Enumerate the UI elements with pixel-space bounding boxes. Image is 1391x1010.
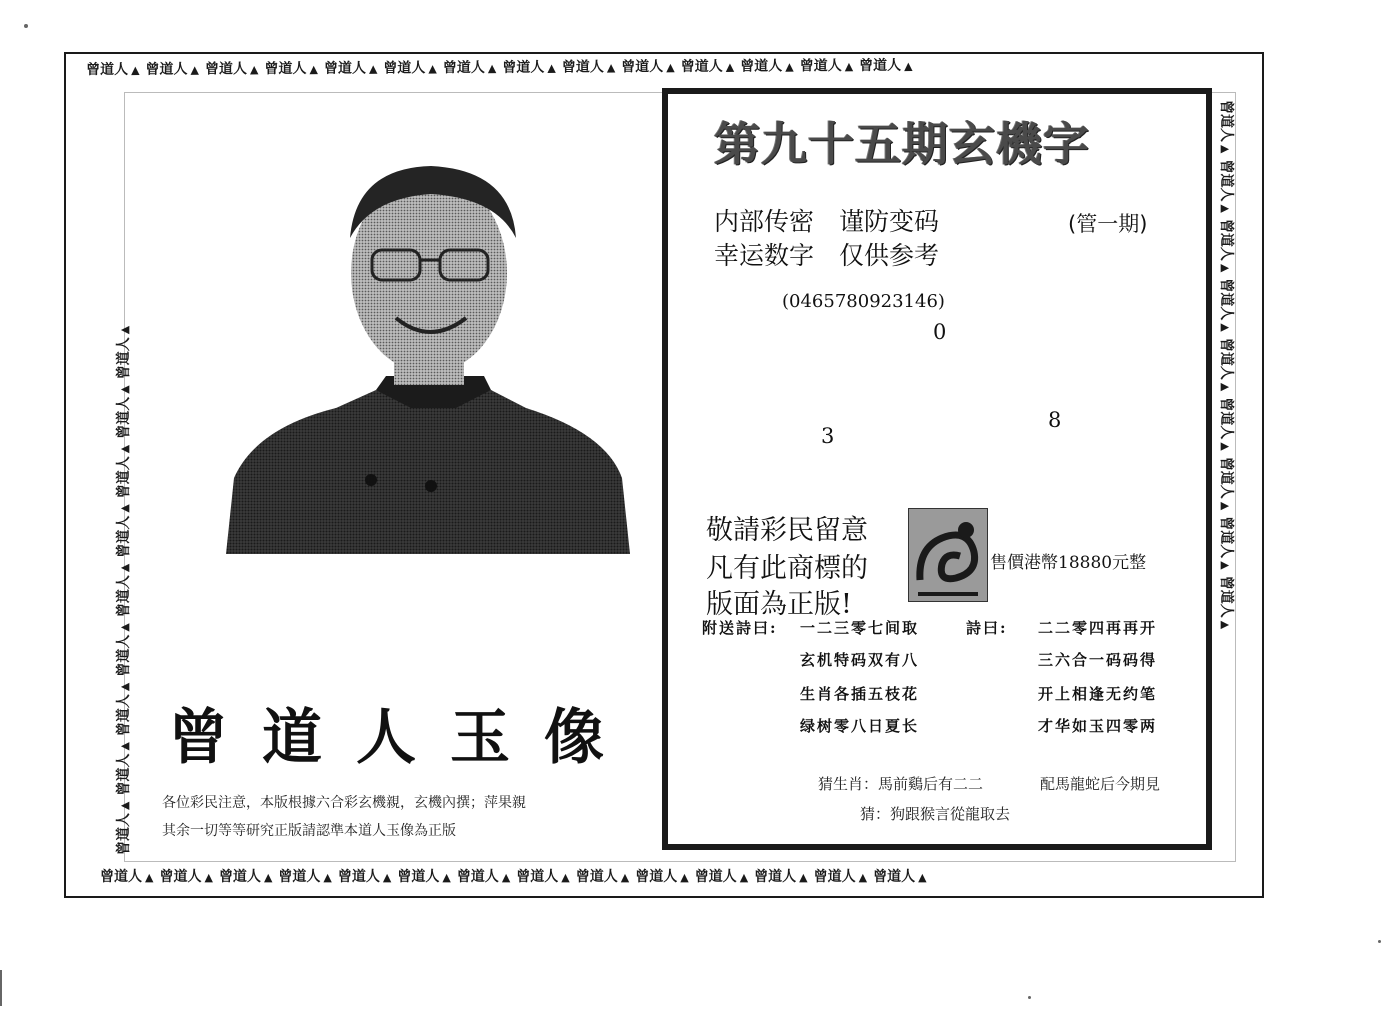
border-label: 曾道人 bbox=[204, 61, 248, 78]
statue-title: 曾道人玉像 bbox=[168, 703, 638, 773]
border-label: 曾道人 bbox=[1218, 337, 1234, 380]
border-label: 曾道人 bbox=[1218, 575, 1234, 618]
border-label: 曾道人 bbox=[1218, 100, 1234, 142]
triangle-icon: ▲ bbox=[263, 871, 273, 884]
triangle-icon: ▲ bbox=[323, 871, 332, 884]
border-label: 曾道人 bbox=[799, 58, 842, 75]
triangle-icon: ▲ bbox=[249, 63, 259, 77]
lucky-digit-3: 3 bbox=[821, 424, 835, 448]
border-label: 曾道人 bbox=[813, 869, 856, 885]
period-label: (管一期) bbox=[1068, 212, 1148, 236]
zodiac-hint-left: 猜生肖：馬前鷄后有二二 bbox=[818, 775, 984, 793]
triangle-icon: ▲ bbox=[1219, 204, 1232, 213]
triangle-icon: ▲ bbox=[904, 59, 913, 73]
brand-notice-line-3: 版面為正版! bbox=[706, 589, 852, 620]
poem-intro-left: 附送詩曰: bbox=[702, 619, 778, 637]
code-string: (0465780923146) bbox=[782, 291, 945, 312]
triangle-icon: ▲ bbox=[918, 871, 927, 884]
border-label: 曾道人 bbox=[218, 869, 261, 885]
poem-left-line: 生肖各插五枝花 bbox=[800, 685, 920, 703]
border-label: 曾道人 bbox=[397, 869, 440, 885]
triangle-icon: ▲ bbox=[118, 623, 131, 632]
portrait-image bbox=[226, 158, 630, 554]
border-label: 曾道人 bbox=[516, 869, 559, 885]
triangle-icon: ▲ bbox=[204, 871, 213, 884]
triangle-icon: ▲ bbox=[1219, 620, 1232, 630]
triangle-icon: ▲ bbox=[1219, 501, 1232, 511]
poem-left-line: 一二三零七间取 bbox=[800, 619, 920, 637]
border-label: 曾道人 bbox=[116, 396, 132, 439]
price-label: 售價港幣18880元整 bbox=[990, 553, 1147, 573]
poem-right-line: 二二零四再再开 bbox=[1038, 619, 1158, 637]
triangle-icon: ▲ bbox=[547, 61, 556, 75]
border-label: 曾道人 bbox=[1218, 397, 1234, 440]
brand-notice-line-1: 敬請彩民留意 bbox=[706, 515, 868, 546]
triangle-icon: ▲ bbox=[118, 742, 131, 751]
scan-speck bbox=[24, 24, 28, 28]
triangle-icon: ▲ bbox=[725, 60, 735, 74]
poem-left-line: 玄机特码双有八 bbox=[800, 651, 920, 669]
border-label: 曾道人 bbox=[502, 59, 545, 76]
triangle-icon: ▲ bbox=[1219, 561, 1232, 570]
triangle-icon: ▲ bbox=[1219, 145, 1232, 154]
triangle-icon: ▲ bbox=[1219, 323, 1232, 332]
poem-intro-right: 詩曰: bbox=[966, 619, 1008, 637]
zodiac-hint-2: 猜：狗跟猴言從龍取去 bbox=[860, 805, 1011, 823]
scan-edge-mark bbox=[0, 970, 2, 1006]
notice-line-2: 其余一切等等研究正版請認準本道人玉像為正版 bbox=[162, 823, 456, 839]
border-label: 曾道人 bbox=[575, 869, 618, 885]
border-label: 曾道人 bbox=[116, 515, 132, 558]
triangle-icon: ▲ bbox=[368, 62, 378, 76]
triangle-icon: ▲ bbox=[799, 871, 808, 884]
border-label: 曾道人 bbox=[383, 60, 426, 77]
border-label: 曾道人 bbox=[116, 456, 132, 499]
triangle-icon: ▲ bbox=[118, 325, 131, 335]
border-label: 曾道人 bbox=[694, 869, 737, 885]
border-label: 曾道人 bbox=[680, 58, 723, 75]
border-label: 曾道人 bbox=[873, 869, 916, 885]
triangle-icon: ▲ bbox=[118, 563, 131, 573]
triangle-icon: ▲ bbox=[190, 63, 200, 77]
border-label: 曾道人 bbox=[86, 61, 129, 78]
border-label: 曾道人 bbox=[116, 337, 132, 380]
triangle-icon: ▲ bbox=[428, 62, 437, 76]
triangle-icon: ▲ bbox=[620, 871, 630, 884]
triangle-icon: ▲ bbox=[1219, 263, 1232, 273]
triangle-icon: ▲ bbox=[118, 801, 131, 810]
border-band-left bbox=[113, 95, 133, 855]
border-label: 曾道人 bbox=[1218, 516, 1234, 559]
border-label: 曾道人 bbox=[1218, 456, 1234, 499]
dragon-trademark-icon bbox=[908, 508, 988, 602]
border-label: 曾道人 bbox=[116, 634, 132, 677]
triangle-icon: ▲ bbox=[118, 504, 131, 513]
border-band-right bbox=[1217, 100, 1237, 870]
border-label: 曾道人 bbox=[442, 59, 485, 77]
border-label: 曾道人 bbox=[754, 869, 797, 885]
border-label: 曾道人 bbox=[456, 869, 499, 885]
issue-title: 第九十五期玄機字 bbox=[714, 117, 1090, 171]
poem-left-line: 绿树零八日夏长 bbox=[800, 717, 920, 735]
scan-speck bbox=[1028, 996, 1031, 999]
scan-speck bbox=[1378, 940, 1381, 943]
triangle-icon: ▲ bbox=[680, 871, 689, 884]
border-label: 曾道人 bbox=[145, 61, 188, 78]
brand-notice-line-2: 凡有此商標的 bbox=[706, 553, 868, 584]
poem-right-line: 开上相逢无约笔 bbox=[1038, 685, 1158, 703]
notice-line-1: 各位彩民注意，本版根據六合彩玄機親，玄機內撰；萍果親 bbox=[162, 795, 526, 811]
poem-right-line: 三六合一码码得 bbox=[1038, 651, 1158, 669]
triangle-icon: ▲ bbox=[844, 59, 854, 74]
triangle-icon: ▲ bbox=[606, 61, 616, 75]
border-label: 曾道人 bbox=[278, 869, 321, 885]
triangle-icon: ▲ bbox=[785, 60, 794, 74]
lucky-digit-1: 0 bbox=[933, 320, 947, 344]
zodiac-hint-right: 配馬龍蛇后今期見 bbox=[1040, 775, 1161, 793]
triangle-icon: ▲ bbox=[131, 63, 140, 77]
triangle-icon: ▲ bbox=[666, 60, 675, 74]
triangle-icon: ▲ bbox=[145, 871, 154, 884]
poem-right-line: 才华如玉四零两 bbox=[1038, 717, 1158, 735]
lucky-digit-2: 8 bbox=[1048, 408, 1062, 432]
triangle-icon: ▲ bbox=[382, 871, 392, 884]
border-band-bottom bbox=[100, 866, 1260, 886]
triangle-icon: ▲ bbox=[561, 871, 570, 884]
border-label: 曾道人 bbox=[635, 869, 678, 885]
border-label: 曾道人 bbox=[561, 59, 604, 76]
triangle-icon: ▲ bbox=[487, 61, 497, 75]
border-label: 曾道人 bbox=[116, 813, 132, 855]
slogan-line-2: 幸运数字 仅供参考 bbox=[714, 241, 940, 270]
border-label: 曾道人 bbox=[100, 869, 142, 885]
border-label: 曾道人 bbox=[859, 57, 902, 74]
border-label: 曾道人 bbox=[116, 753, 132, 796]
border-label: 曾道人 bbox=[1218, 159, 1234, 202]
border-label: 曾道人 bbox=[1218, 278, 1234, 321]
border-label: 曾道人 bbox=[116, 575, 132, 618]
triangle-icon: ▲ bbox=[442, 871, 451, 884]
border-label: 曾道人 bbox=[264, 60, 307, 78]
border-label: 曾道人 bbox=[337, 869, 380, 885]
border-label: 曾道人 bbox=[323, 60, 366, 77]
triangle-icon: ▲ bbox=[309, 62, 318, 76]
triangle-icon: ▲ bbox=[739, 871, 749, 884]
triangle-icon: ▲ bbox=[858, 871, 868, 884]
triangle-icon: ▲ bbox=[1219, 442, 1232, 451]
border-label: 曾道人 bbox=[116, 694, 132, 737]
triangle-icon: ▲ bbox=[501, 871, 511, 884]
triangle-icon: ▲ bbox=[1219, 382, 1232, 392]
border-label: 曾道人 bbox=[740, 58, 783, 75]
slogan-line-1: 内部传密 谨防变码 bbox=[714, 207, 940, 236]
border-label: 曾道人 bbox=[159, 869, 202, 885]
triangle-icon: ▲ bbox=[118, 444, 131, 454]
border-label: 曾道人 bbox=[621, 58, 664, 76]
triangle-icon: ▲ bbox=[118, 682, 131, 692]
border-label: 曾道人 bbox=[1218, 218, 1234, 261]
triangle-icon: ▲ bbox=[118, 385, 131, 394]
